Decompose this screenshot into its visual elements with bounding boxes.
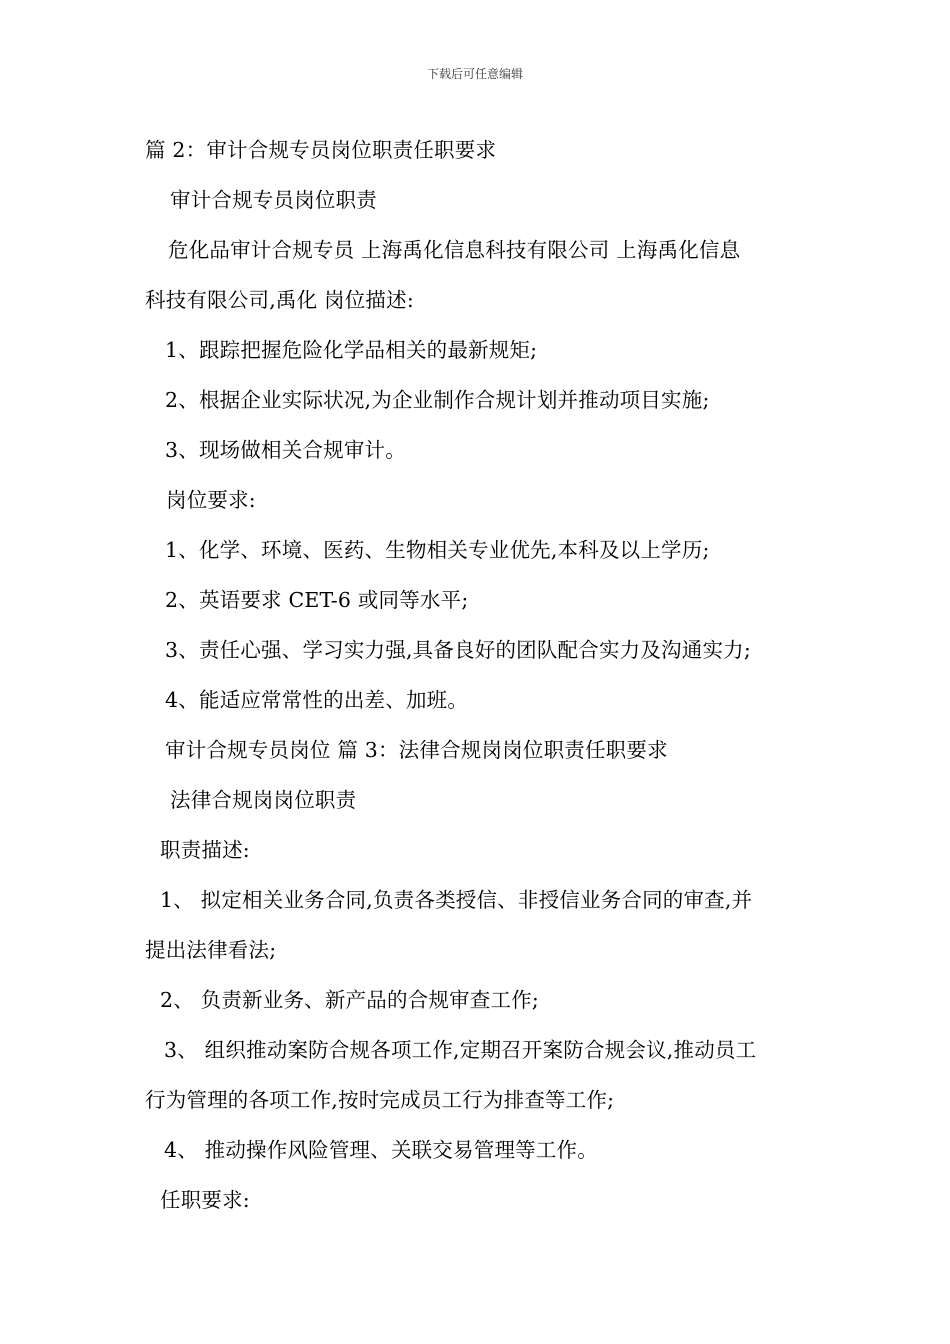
subheading-requirements: 岗位要求: <box>166 488 256 512</box>
section-title-3: 审计合规专员岗位 篇 3：法律合规岗岗位职责任职要求 <box>165 738 668 762</box>
list-item: 1、 拟定相关业务合同,负责各类授信、非授信业务合同的审查,并 <box>160 888 753 912</box>
subheading-qualifications: 任职要求: <box>160 1188 250 1212</box>
list-item: 2、 负责新业务、新产品的合规审查工作; <box>160 988 539 1012</box>
list-item: 4、 推动操作风险管理、关联交易管理等工作。 <box>164 1138 598 1162</box>
list-item: 1、化学、环境、医药、生物相关专业优先,本科及以上学历; <box>165 538 710 562</box>
list-item: 3、 组织推动案防合规各项工作,定期召开案防合规会议,推动员工 <box>164 1038 757 1062</box>
list-item: 2、英语要求 CET-6 或同等水平; <box>165 588 469 612</box>
paragraph-line: 科技有限公司,禹化 岗位描述: <box>145 288 414 312</box>
subheading-duty-description: 职责描述: <box>160 838 250 862</box>
paragraph-line: 危化品审计合规专员 上海禹化信息科技有限公司 上海禹化信息 <box>168 238 741 262</box>
list-item: 2、根据企业实际状况,为企业制作合规计划并推动项目实施; <box>165 388 710 412</box>
list-item: 3、现场做相关合规审计。 <box>165 438 406 462</box>
list-item: 3、责任心强、学习实力强,具备良好的团队配合实力及沟通实力; <box>165 638 751 662</box>
list-item: 4、能适应常常性的出差、加班。 <box>165 688 469 712</box>
page-header: 下载后可任意编辑 <box>426 67 523 81</box>
list-item-continuation: 提出法律看法; <box>145 938 277 962</box>
subtitle-audit-duties: 审计合规专员岗位职责 <box>170 188 377 212</box>
list-item: 1、跟踪把握危险化学品相关的最新规矩; <box>165 338 538 362</box>
section-title-2: 篇 2：审计合规专员岗位职责任职要求 <box>145 138 497 162</box>
subtitle-legal-duties: 法律合规岗岗位职责 <box>170 788 357 812</box>
list-item-continuation: 行为管理的各项工作,按时完成员工行为排查等工作; <box>145 1088 615 1112</box>
